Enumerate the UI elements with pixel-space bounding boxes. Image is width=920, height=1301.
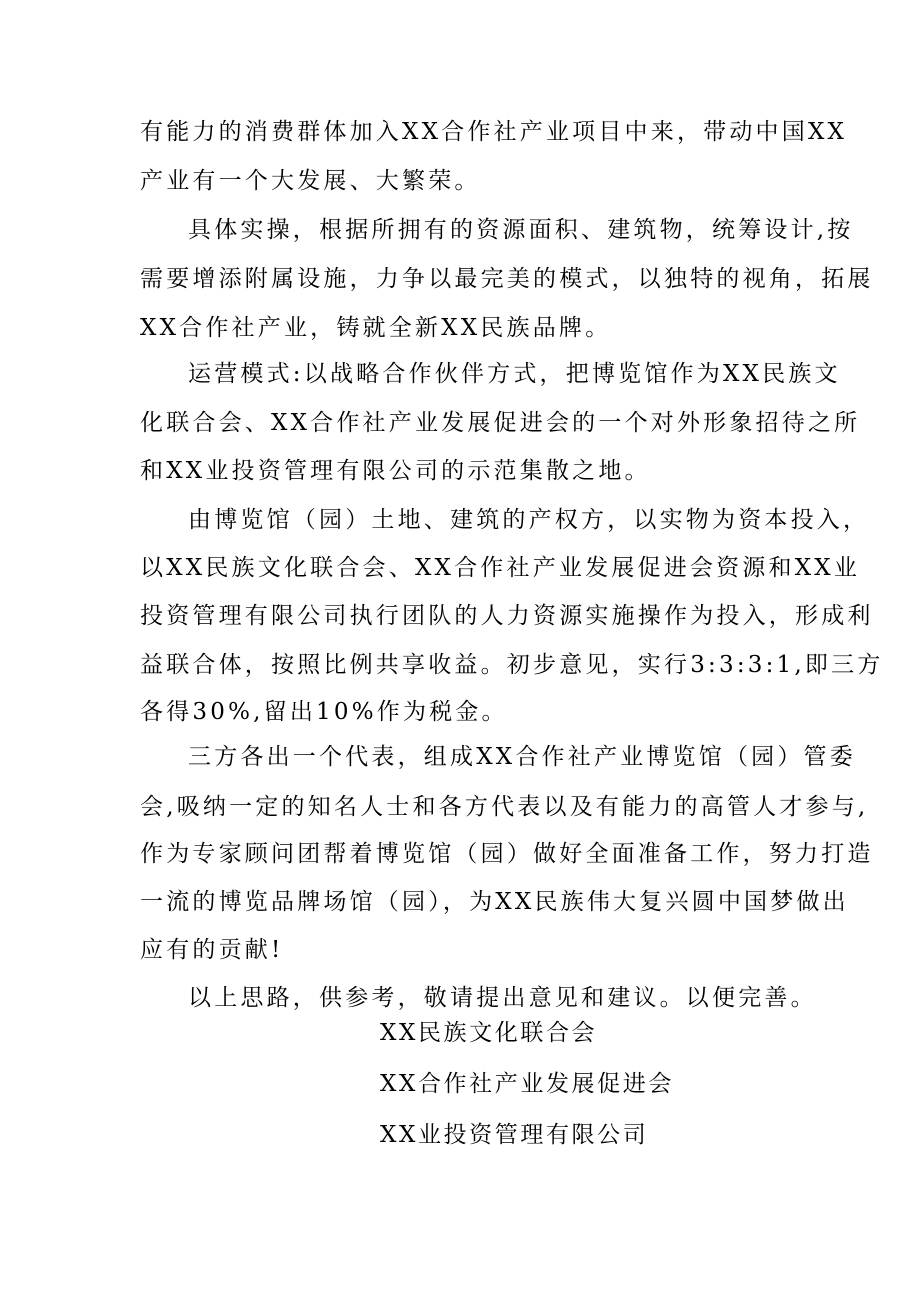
paragraph-4-line-5: 各得30%,留出10%作为税金。 (140, 699, 508, 725)
paragraph-5-line-1: 三方各出一个代表，组成XX合作社产业博览馆（园）管委 (188, 744, 856, 770)
paragraph-6-line-1: 以上思路，供参考，敬请提出意见和建议。以便完善。 (188, 985, 817, 1011)
paragraph-1-line-1: 有能力的消费群体加入XX合作社产业项目中来，带动中国XX (140, 119, 848, 145)
paragraph-5-line-4: 一流的博览品牌场馆（园），为XX民族伟大复兴圆中国梦做出 (140, 889, 849, 915)
paragraph-4-line-1: 由博览馆（园）土地、建筑的产权方，以实物为资本投入， (188, 507, 870, 533)
paragraph-4-line-2: 以XX民族文化联合会、XX合作社产业发展促进会资源和XX业 (140, 555, 861, 581)
signature-cultural-federation: XX民族文化联合会 (380, 1020, 598, 1046)
paragraph-1-line-2: 产业有一个大发展、大繁荣。 (140, 168, 481, 194)
paragraph-3-line-2: 化联合会、XX合作社产业发展促进会的一个对外形象招待之所 (140, 410, 861, 436)
paragraph-2-line-1: 具体实操，根据所拥有的资源面积、建筑物，统筹设计,按 (188, 217, 854, 243)
paragraph-4-line-3: 投资管理有限公司执行团队的人力资源实施操作为投入，形成利 (140, 603, 874, 629)
paragraph-4-line-4: 益联合体，按照比例共享收益。初步意见，实行3:3:3:1,即三方 (140, 652, 884, 678)
paragraph-2-line-3: XX合作社产业，铸就全新XX民族品牌。 (140, 315, 612, 341)
paragraph-5-line-5: 应有的贡献! (140, 937, 284, 963)
paragraph-2-line-2: 需要增添附属设施，力争以最完美的模式，以独特的视角，拓展 (140, 266, 874, 292)
paragraph-3-line-1: 运营模式:以战略合作伙伴方式，把博览馆作为XX民族文 (188, 361, 841, 387)
paragraph-5-line-3: 作为专家顾问团帮着博览馆（园）做好全面准备工作，努力打造 (140, 841, 874, 867)
signature-investment-company: XX业投资管理有限公司 (380, 1122, 649, 1148)
signature-cooperative-association: XX合作社产业发展促进会 (380, 1071, 674, 1097)
paragraph-5-line-2: 会,吸纳一定的知名人士和各方代表以及有能力的高管人才参与, (140, 794, 869, 820)
paragraph-3-line-3: 和XX业投资管理有限公司的示范集散之地。 (140, 458, 651, 484)
